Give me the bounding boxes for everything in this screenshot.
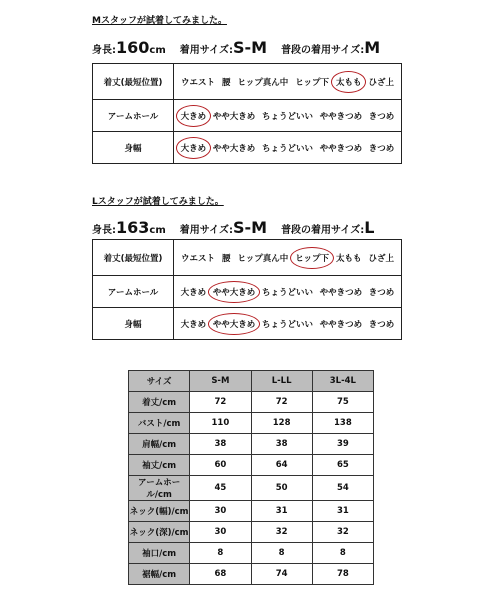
- size-value-cell: 128: [251, 413, 312, 434]
- l-wear-label: 着用サイズ:: [179, 225, 233, 236]
- fit-row: [93, 308, 402, 340]
- fit-option-selected: 大きめ: [180, 143, 207, 154]
- size-value-cell: 60: [190, 455, 251, 476]
- size-value-cell: 30: [190, 522, 251, 543]
- size-header-cell: サイズ: [129, 371, 190, 392]
- fit-option: 腰: [221, 253, 231, 264]
- fit-row-label: アームホール: [93, 100, 174, 132]
- fit-options-cell: [174, 64, 402, 100]
- size-header-cell: L-LL: [251, 371, 312, 392]
- fit-row-label: 着丈(最短位置): [93, 64, 174, 100]
- size-value-cell: 72: [251, 392, 312, 413]
- l-measurements: [92, 218, 374, 237]
- fit-options-cell: [174, 308, 402, 340]
- m-height-value: 160: [116, 38, 150, 57]
- m-usual-value: M: [364, 38, 381, 57]
- size-value-cell: 138: [312, 413, 373, 434]
- fit-row: [93, 64, 402, 100]
- fit-option-selected: やや大きめ: [212, 287, 256, 298]
- fit-row: [93, 132, 402, 164]
- size-header-cell: S-M: [190, 371, 251, 392]
- fit-options-cell: [174, 132, 402, 164]
- fit-row-label: アームホール: [93, 276, 174, 308]
- l-height-label: 身長:: [92, 225, 116, 236]
- size-value-cell: 32: [312, 522, 373, 543]
- size-row-label: 肩幅/cm: [129, 434, 190, 455]
- size-value-cell: 65: [312, 455, 373, 476]
- size-header-cell: 3L-4L: [312, 371, 373, 392]
- l-usual-value: L: [364, 218, 375, 237]
- l-wear-value: S-M: [232, 218, 268, 237]
- l-fit-table: [92, 239, 402, 340]
- fit-option: ウエスト: [180, 253, 215, 264]
- size-row: [129, 434, 374, 455]
- m-measurements: [92, 38, 380, 57]
- fit-option-selected: 大きめ: [180, 111, 207, 122]
- fit-option-selected: ヒップ下: [295, 253, 329, 264]
- fit-options-cell: [174, 240, 402, 276]
- fit-option: ちょうどいい: [261, 143, 313, 154]
- fit-option: きつめ: [368, 287, 395, 298]
- size-value-cell: 45: [190, 476, 251, 501]
- fit-option-selected: やや大きめ: [212, 319, 256, 330]
- size-row-label: ネック(深)/cm: [129, 522, 190, 543]
- size-row-label: バスト/cm: [129, 413, 190, 434]
- fit-row-label: 着丈(最短位置): [93, 240, 174, 276]
- size-value-cell: 50: [251, 476, 312, 501]
- l-section-title: Lスタッフが試着してみました。: [92, 197, 224, 207]
- fit-option: ヒップ下: [295, 77, 329, 88]
- fit-row-label: 身幅: [93, 308, 174, 340]
- size-value-cell: 8: [251, 543, 312, 564]
- size-row: [129, 543, 374, 564]
- fit-option: ややきつめ: [319, 287, 363, 298]
- fit-option: 太もも: [335, 253, 362, 264]
- fit-options-cell: [174, 100, 402, 132]
- fit-option: ちょうどいい: [261, 111, 313, 122]
- size-row: [129, 413, 374, 434]
- m-section-title: Mスタッフが試着してみました。: [92, 16, 227, 26]
- m-wear-label: 着用サイズ:: [179, 45, 233, 56]
- size-row: [129, 564, 374, 585]
- size-value-cell: 39: [312, 434, 373, 455]
- size-value-cell: 64: [251, 455, 312, 476]
- size-row-label: 裾幅/cm: [129, 564, 190, 585]
- size-row-label: 袖口/cm: [129, 543, 190, 564]
- size-row-label: 着丈/cm: [129, 392, 190, 413]
- m-height-label: 身長:: [92, 45, 116, 56]
- size-value-cell: 78: [312, 564, 373, 585]
- fit-option: ややきつめ: [319, 319, 363, 330]
- l-height-unit: cm: [149, 225, 166, 236]
- size-value-cell: 31: [312, 501, 373, 522]
- fit-option: ややきつめ: [319, 111, 363, 122]
- size-value-cell: 54: [312, 476, 373, 501]
- size-row-label: アームホール/cm: [129, 476, 190, 501]
- size-value-cell: 74: [251, 564, 312, 585]
- size-value-cell: 38: [251, 434, 312, 455]
- l-usual-label: 普段の着用サイズ:: [281, 225, 365, 236]
- size-value-cell: 31: [251, 501, 312, 522]
- fit-option: やや大きめ: [212, 143, 256, 154]
- size-value-cell: 72: [190, 392, 251, 413]
- fit-option: やや大きめ: [212, 111, 256, 122]
- fit-options-cell: [174, 276, 402, 308]
- size-table: [128, 370, 374, 585]
- size-row: [129, 455, 374, 476]
- size-value-cell: 30: [190, 501, 251, 522]
- l-height-value: 163: [116, 218, 150, 237]
- fit-row-label: 身幅: [93, 132, 174, 164]
- size-row: [129, 501, 374, 522]
- size-value-cell: 32: [251, 522, 312, 543]
- fit-row: [93, 100, 402, 132]
- fit-row: [93, 276, 402, 308]
- fit-option: ウエスト: [180, 77, 215, 88]
- fit-option: ヒップ真ん中: [237, 253, 289, 264]
- m-usual-label: 普段の着用サイズ:: [281, 45, 365, 56]
- m-fit-table: [92, 63, 402, 164]
- size-row-label: ネック(幅)/cm: [129, 501, 190, 522]
- size-table-header: [129, 371, 374, 392]
- fit-option-selected: 太もも: [335, 77, 362, 88]
- size-row: [129, 476, 374, 501]
- fit-option: ひざ上: [368, 253, 394, 264]
- m-wear-value: S-M: [232, 38, 268, 57]
- fit-option: きつめ: [368, 111, 395, 122]
- fit-option: ちょうどいい: [261, 287, 313, 298]
- fit-row: [93, 240, 402, 276]
- m-height-unit: cm: [149, 45, 166, 56]
- fit-option: きつめ: [368, 143, 395, 154]
- size-value-cell: 38: [190, 434, 251, 455]
- fit-option: 腰: [221, 77, 231, 88]
- size-value-cell: 8: [312, 543, 373, 564]
- size-value-cell: 8: [190, 543, 251, 564]
- fit-option: ひざ上: [368, 77, 394, 88]
- fit-option: ヒップ真ん中: [237, 77, 289, 88]
- size-row: [129, 392, 374, 413]
- fit-option: ちょうどいい: [261, 319, 313, 330]
- size-value-cell: 110: [190, 413, 251, 434]
- fit-option: ややきつめ: [319, 143, 363, 154]
- size-row: [129, 522, 374, 543]
- size-value-cell: 75: [312, 392, 373, 413]
- fit-option: 大きめ: [180, 287, 207, 298]
- fit-option: 大きめ: [180, 319, 207, 330]
- size-value-cell: 68: [190, 564, 251, 585]
- fit-option: きつめ: [368, 319, 395, 330]
- size-row-label: 袖丈/cm: [129, 455, 190, 476]
